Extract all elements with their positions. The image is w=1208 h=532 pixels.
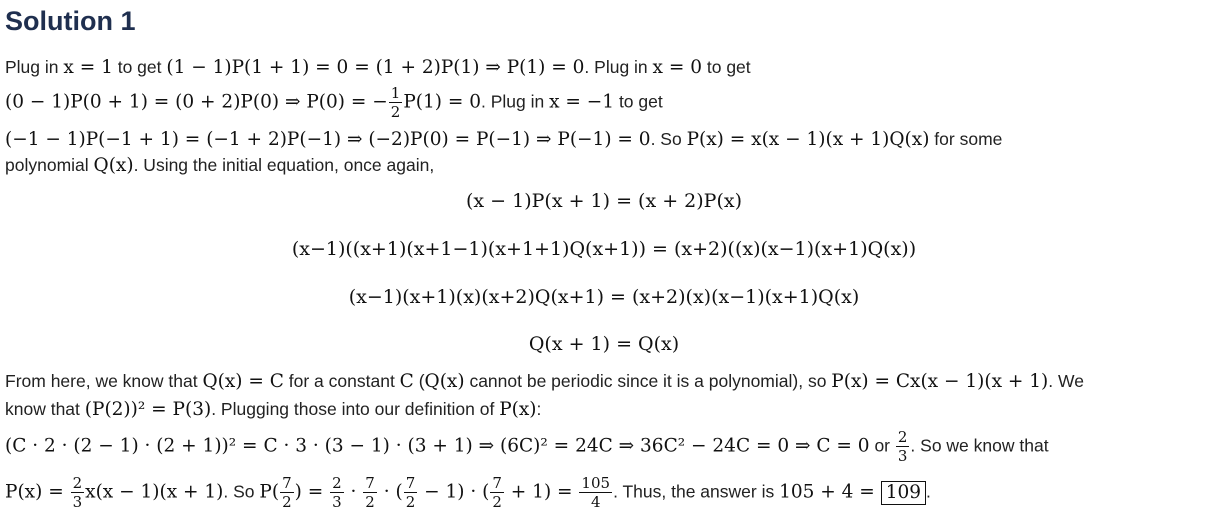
section-title: Solution 1: [5, 6, 136, 36]
paragraph-line-2: [5, 86, 663, 120]
fraction-numerator: 7: [282, 474, 292, 492]
paragraph-line-8: [5, 476, 931, 510]
math: ·: [344, 481, 363, 503]
fraction-denominator: 3: [332, 493, 342, 511]
fraction-denominator: 3: [897, 447, 908, 465]
math: · (: [377, 481, 403, 503]
fraction: [490, 476, 504, 510]
math: x = −1: [549, 91, 615, 113]
math: x(x − 1)(x + 1): [85, 481, 224, 503]
math: x = 0: [652, 57, 702, 78]
math: P(x) =: [5, 481, 70, 503]
math: P(x) = x(x − 1)(x + 1)Q(x): [686, 129, 930, 150]
paragraph-line-1: [5, 56, 751, 79]
paragraph-line-6: [5, 398, 541, 421]
fraction-numerator: 7: [365, 474, 375, 492]
fraction-denominator: 2: [405, 493, 416, 511]
paragraph-line-7: [5, 430, 1049, 464]
math: P(1) = 0: [403, 91, 481, 113]
text: .: [926, 481, 931, 502]
fraction-numerator: 7: [405, 474, 416, 492]
fraction: [330, 476, 344, 510]
math: (0 − 1)P(0 + 1) = (0 + 2)P(0) ⇒ P(0) = −: [5, 91, 388, 113]
text: . Thus, the answer is: [613, 481, 780, 502]
math: P(x) = Cx(x − 1)(x + 1): [831, 371, 1049, 392]
fraction: [71, 476, 85, 510]
fraction-numerator: 2: [897, 428, 908, 446]
math: (P(2))² = P(3): [84, 399, 212, 420]
math: (−1 − 1)P(−1 + 1) = (−1 + 2)P(−1) ⇒ (−2)P(0) = P(−1) ⇒ P(−1) = 0: [5, 129, 651, 150]
fraction: [579, 476, 612, 510]
text: Plug in: [5, 57, 64, 77]
math: ) =: [294, 481, 330, 503]
text: . So: [650, 129, 687, 149]
fraction-denominator: 4: [590, 493, 601, 511]
paragraph-line-5: [5, 370, 1084, 393]
math: P(: [259, 481, 280, 503]
display-equation-4: Q(x + 1) = Q(x): [528, 333, 680, 355]
display-equation-3: (x−1)(x+1)(x)(x+2)Q(x+1) = (x+2)(x)(x−1)(x+1)Q(x): [348, 286, 860, 308]
text: . Plug in: [584, 57, 653, 77]
fraction-denominator: 3: [72, 493, 83, 511]
boxed-answer: 109: [881, 481, 926, 505]
fraction: [363, 476, 377, 510]
fraction-numerator: 105: [581, 474, 611, 492]
math: P(x): [499, 399, 537, 420]
text: :: [536, 399, 542, 419]
fraction-denominator: 2: [390, 103, 401, 121]
fraction-denominator: 2: [492, 493, 502, 511]
math: Q(x): [93, 155, 134, 176]
fraction-numerator: 1: [390, 84, 401, 102]
text: . We: [1048, 371, 1084, 391]
fraction-denominator: 2: [365, 493, 375, 511]
text: polynomial: [5, 155, 94, 175]
fraction-numerator: 7: [492, 474, 502, 492]
math: + 1) =: [504, 481, 579, 503]
text: . Plug in: [481, 91, 550, 112]
display-equation-2: (x−1)((x+1)(x+1−1)(x+1+1)Q(x+1)) = (x+2)((x)(x−1)(x+1)Q(x)): [291, 238, 917, 260]
text: . Using the initial equation, once again,: [133, 155, 435, 175]
text: From here, we know that: [5, 371, 203, 391]
math: x = 1: [63, 57, 113, 78]
fraction: [280, 476, 294, 510]
math: C: [399, 371, 414, 392]
fraction-numerator: 2: [332, 474, 342, 492]
text: or: [869, 435, 895, 456]
text: to get: [702, 57, 751, 77]
math: 105 + 4 =: [779, 481, 881, 503]
text: to get: [112, 57, 167, 77]
text: to get: [614, 91, 663, 112]
fraction: [896, 430, 910, 464]
paragraph-line-4: [5, 154, 434, 177]
fraction-denominator: 2: [282, 493, 292, 511]
text: . So: [223, 481, 260, 502]
text: . So we know that: [910, 435, 1049, 456]
paragraph-line-3: [5, 128, 1002, 151]
text: . Plugging those into our definition of: [211, 399, 500, 419]
fraction-numerator: 2: [72, 474, 83, 492]
math: Q(x): [424, 371, 465, 392]
math: − 1) · (: [418, 481, 490, 503]
text: for a constant: [283, 371, 400, 391]
text: know that: [5, 399, 85, 419]
math: (C · 2 · (2 − 1) · (2 + 1))² = C · 3 · (3 − 1) · (3 + 1) ⇒ (6C)² = 24C ⇒ 36C² − 24C = 0 ⇒ C = 0: [5, 435, 870, 457]
fraction: [404, 476, 418, 510]
fraction: [389, 86, 403, 120]
math: Q(x) = C: [202, 371, 284, 392]
text: for some: [929, 129, 1003, 149]
math: (1 − 1)P(1 + 1) = 0 = (1 + 2)P(1) ⇒ P(1) = 0: [166, 57, 585, 78]
display-equation-1: (x − 1)P(x + 1) = (x + 2)P(x): [466, 190, 742, 212]
text: (: [413, 371, 425, 391]
text: cannot be periodic since it is a polynomial), so: [464, 371, 832, 391]
